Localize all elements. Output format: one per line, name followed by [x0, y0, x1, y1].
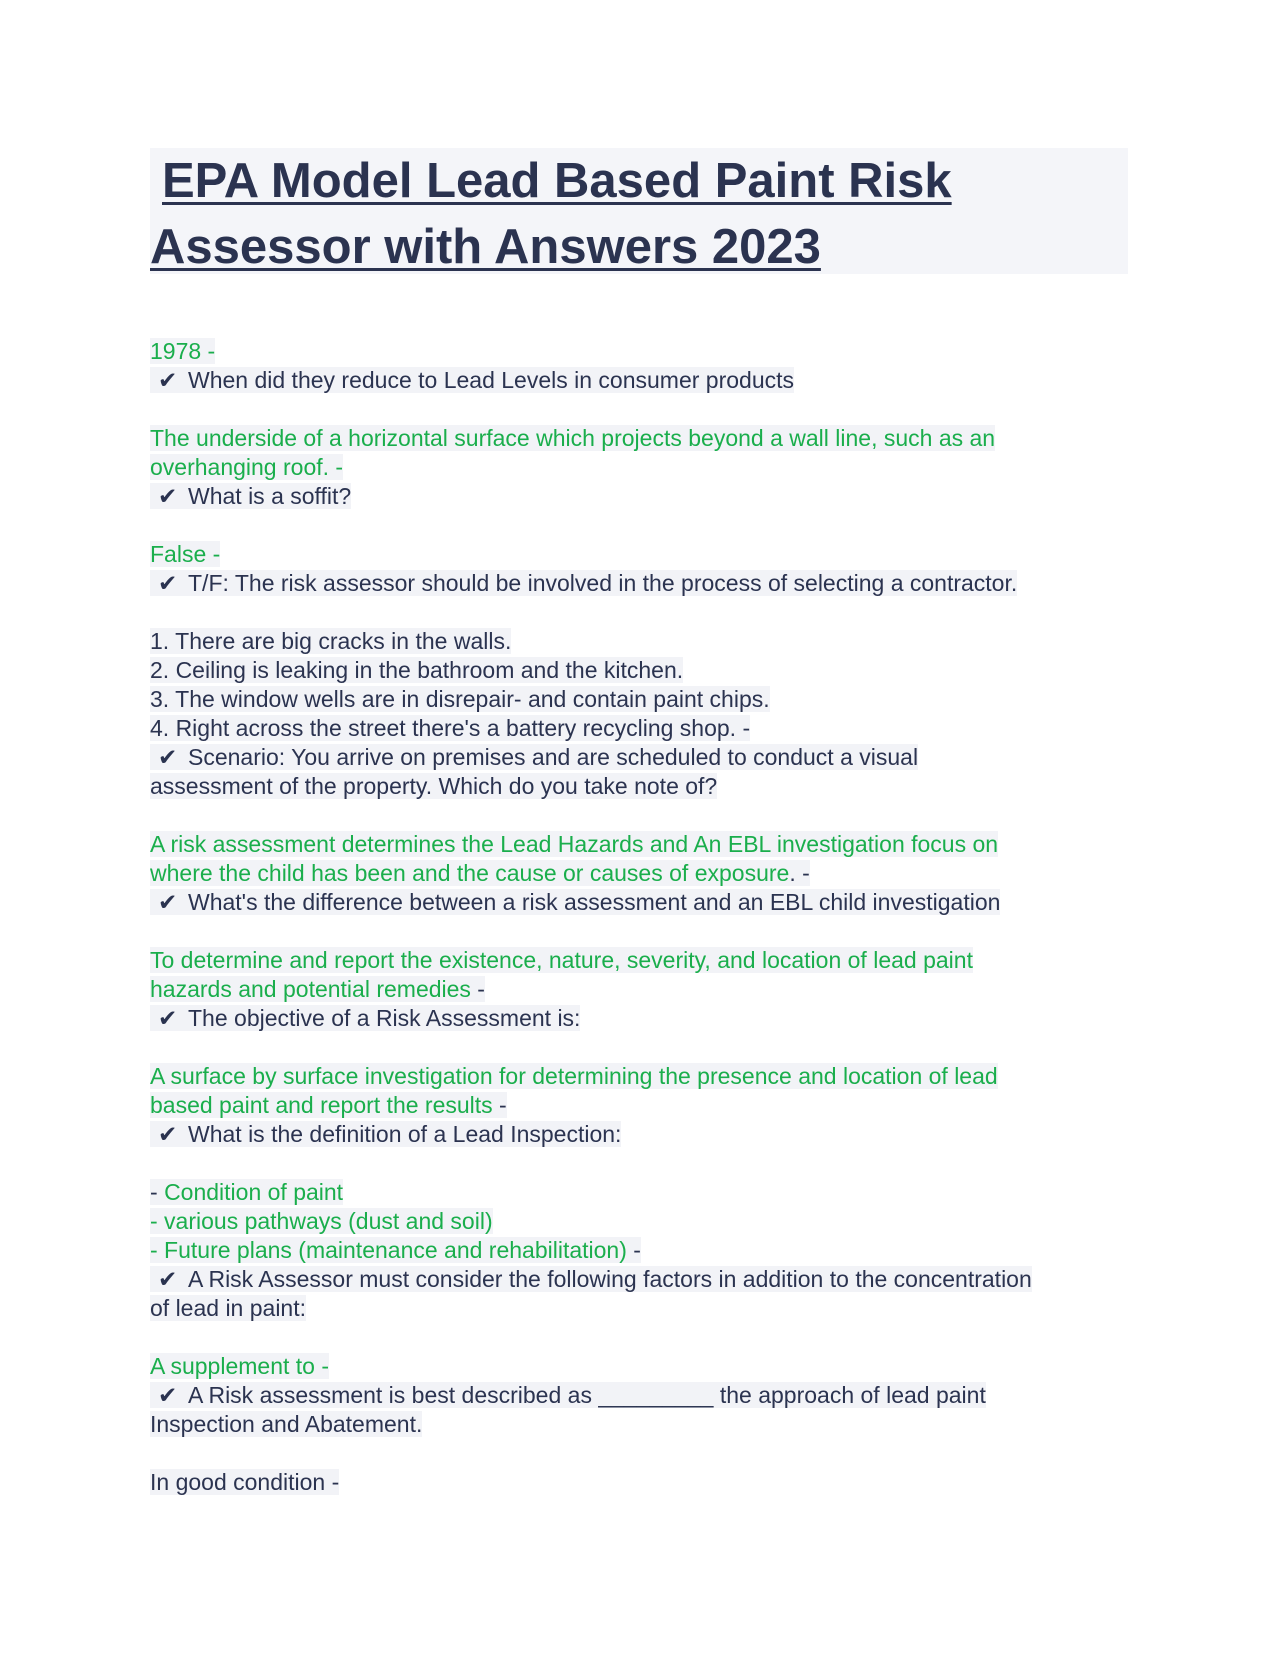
question-text: Scenario: You arrive on premises and are scheduled to conduct a visual	[188, 744, 919, 770]
answer-text: - various pathways (dust and soil)	[150, 1208, 493, 1234]
question-text: What is the definition of a Lead Inspection:	[188, 1121, 622, 1147]
question-text: When did they reduce to Lead Levels in consumer products	[188, 367, 795, 393]
question-text: A Risk assessment is best described as _________ the approach of lead paint	[188, 1382, 986, 1408]
qa-item	[150, 627, 1128, 801]
question-text: A Risk Assessor must consider the following factors in addition to the concentration	[188, 1266, 1032, 1292]
answer-tail: .	[789, 860, 796, 886]
answer-text: False	[150, 541, 207, 567]
question-text: assessment of the property. Which do you take note of?	[150, 773, 718, 799]
answer-text: A supplement to	[150, 1353, 315, 1379]
answer-text: 3. The window wells are in disrepair- and contain paint chips.	[150, 686, 770, 712]
checkmark-icon: ✔	[158, 570, 178, 596]
answer-separator: -	[795, 860, 810, 886]
qa-item	[150, 1178, 1128, 1323]
question-text: What's the difference between a risk assessment and an EBL child investigation	[188, 889, 1001, 915]
qa-item	[150, 540, 1128, 598]
title-block	[150, 148, 1128, 274]
answer-text: A surface by surface investigation for determining the presence and location of lead	[150, 1063, 998, 1089]
checkmark-icon: ✔	[158, 483, 178, 509]
qa-item	[150, 1352, 1128, 1439]
answer-text: The underside of a horizontal surface which projects beyond a wall line, such as an	[150, 425, 996, 451]
answer-text: overhanging roof.	[150, 454, 330, 480]
answer-separator: -	[492, 1092, 507, 1118]
answer-separator: -	[201, 338, 216, 364]
answer-prefix: -	[150, 1179, 165, 1205]
question-text: Inspection and Abatement.	[150, 1411, 423, 1437]
answer-text: In good condition	[150, 1469, 326, 1495]
question-text: The objective of a Risk Assessment is:	[188, 1005, 581, 1031]
answer-separator: -	[736, 715, 751, 741]
answer-text: 1978	[150, 338, 202, 364]
qa-list	[150, 337, 1128, 1526]
answer-text: where the child has been and the cause or causes of exposure	[150, 860, 790, 886]
page-title	[150, 148, 1128, 280]
checkmark-icon: ✔	[158, 1005, 178, 1031]
checkmark-icon: ✔	[158, 1121, 178, 1147]
qa-item	[150, 1062, 1128, 1149]
question-text: What is a soffit?	[188, 483, 352, 509]
checkmark-icon: ✔	[158, 1382, 178, 1408]
answer-text: - Future plans (maintenance and rehabilitation)	[150, 1237, 627, 1263]
qa-item	[150, 337, 1128, 395]
question-text: T/F: The risk assessor should be involved in the process of selecting a contractor.	[188, 570, 1018, 596]
answer-separator: -	[329, 454, 344, 480]
answer-separator: -	[470, 976, 485, 1002]
answer-text: hazards and potential remedies	[150, 976, 471, 1002]
qa-item	[150, 1468, 1128, 1497]
qa-item	[150, 946, 1128, 1033]
answer-separator: -	[206, 541, 221, 567]
checkmark-icon: ✔	[158, 744, 178, 770]
checkmark-icon: ✔	[158, 1266, 178, 1292]
answer-text: A risk assessment determines the Lead Hazards and An EBL investigation focus on	[150, 831, 999, 857]
title-line-2: Assessor with Answers 2023	[150, 220, 821, 274]
answer-text: To determine and report the existence, nature, severity, and location of lead paint	[150, 947, 973, 973]
qa-item	[150, 830, 1128, 917]
answer-separator: -	[314, 1353, 330, 1379]
title-line-1: EPA Model Lead Based Paint Risk	[162, 154, 952, 208]
question-text: of lead in paint:	[150, 1295, 307, 1321]
answer-text: 1. There are big cracks in the walls.	[150, 628, 512, 654]
answer-separator: -	[325, 1469, 340, 1495]
answer-text: 2. Ceiling is leaking in the bathroom and the kitchen.	[150, 657, 684, 683]
answer-separator: -	[626, 1237, 641, 1263]
checkmark-icon: ✔	[158, 889, 178, 915]
answer-text: based paint and report the results	[150, 1092, 493, 1118]
answer-text: Condition of paint	[164, 1179, 344, 1205]
qa-item	[150, 424, 1128, 511]
checkmark-icon: ✔	[158, 367, 178, 393]
answer-text: 4. Right across the street there's a battery recycling shop.	[150, 715, 737, 741]
